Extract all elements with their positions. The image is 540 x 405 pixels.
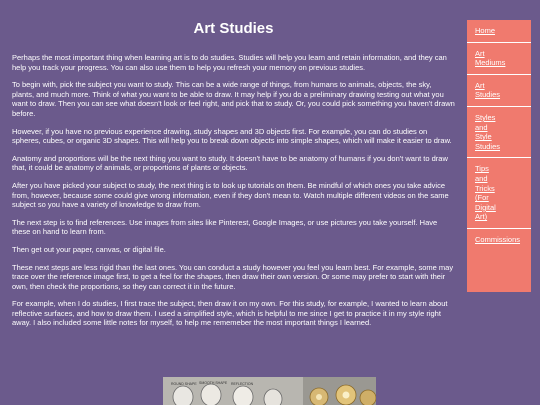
nav-link-label: and	[475, 122, 488, 132]
paragraph-intro: Perhaps the most important thing when learning art is to do studies. Studies will help you learn and retain information, and they can help you track your progress. You can also use them to help you refresh your memory on previous studies.	[12, 53, 447, 72]
nav-link-label: and	[475, 173, 488, 183]
paragraph-shapes: However, if you have no previous experience drawing, study shapes and 3D objects first. For example, you can do studies on spheres, cubes, or organic 3D shapes. This will help you to break down objects into simple shapes, which will make it easier to draw.	[12, 126, 452, 146]
nav-link-label: Styles	[475, 112, 496, 122]
paragraph-pick-subject: To begin with, pick the subject you want to study. This can be a wide range of things, from humans to animals, objects, the sky, plants, and much more. Think of what you want to be able to draw. It may help if you do a preliminary drawing testing out what you want to draw. Then you can see what doesn't look or feel right, and pick that to study. Or, you could pick something you haven't drawn before.	[12, 80, 455, 118]
nav-link-commissions[interactable]	[467, 229, 531, 251]
paragraph-references: The next step is to find references. Use images from sites like Pinterest, Google Images, or use pictures you take yourself. Have these on hand to learn from.	[12, 217, 438, 237]
paragraph-tutorials: After you have picked your subject to study, the next thing is to look up tutorials on them. Be mindful of which ones you take advice from, however, because some could give wrong information, even if they don't mean to. Watch multiple different videos on the same subject so you have a variety of knowledge to draw from.	[12, 180, 449, 210]
nav-link-label: Commissions	[475, 234, 521, 244]
nav-link-art-mediums[interactable]	[467, 43, 531, 75]
nav-link-label: Mediums	[475, 58, 506, 68]
nav-link-label: Art)	[475, 212, 488, 222]
nav-link-label: Tricks	[475, 183, 495, 193]
paragraph-steps: These next steps are less rigid than the last ones. You can conduct a study however you feel you learn best. For example, some may trace over the reference image first, to get a feel for the shapes, then draw their own version. Or some may prefer to start with their own, then check the proportions, so they can correct it in the future.	[12, 262, 454, 291]
study-drawing-illustration	[163, 377, 376, 405]
nav-link-label: (For	[475, 193, 489, 203]
nav-link-home[interactable]	[467, 20, 531, 43]
side-navigation	[467, 20, 531, 292]
nav-link-styles[interactable]	[467, 107, 531, 158]
paragraph-materials: Then get out your paper, canvas, or digital file.	[12, 244, 166, 254]
paragraph-example: For example, when I do studies, I first trace the subject, then draw it on my own. For this study, for example, I wanted to learn about reflective surfaces, and how to draw them. I used a simplified style, which is helpful to me since I get to practice it in my style right away. I also included some little notes for myself, to help me rememeber the most important things I learned.	[12, 299, 448, 328]
nav-link-art-studies[interactable]	[467, 75, 531, 107]
nav-link-label: Style	[475, 132, 492, 142]
nav-link-label: Tips	[475, 164, 489, 174]
nav-link-label: Studies	[475, 90, 501, 100]
nav-link-tips-and-tricks[interactable]	[467, 158, 531, 229]
study-image	[163, 377, 376, 405]
page-title: Art Studies	[193, 20, 274, 37]
nav-link-label: Digital	[475, 202, 496, 212]
drawing-note: REFLECTION	[231, 382, 254, 386]
nav-link-label: Studies	[475, 141, 501, 151]
drawing-note: SMOOTH SHAPE	[199, 381, 228, 385]
drawing-note: ROUND SHAPE	[171, 382, 197, 386]
paragraph-anatomy: Anatomy and proportions will be the next thing you want to study. It doesn't have to be anatomy of humans if you don't want to draw that, it could be anatomy of animals, or proportions of plants or objects.	[12, 153, 448, 173]
nav-link-label: Art	[475, 48, 485, 58]
nav-link-label: Art	[475, 80, 485, 90]
main-content	[12, 0, 455, 336]
nav-link-label: Home	[475, 26, 496, 35]
